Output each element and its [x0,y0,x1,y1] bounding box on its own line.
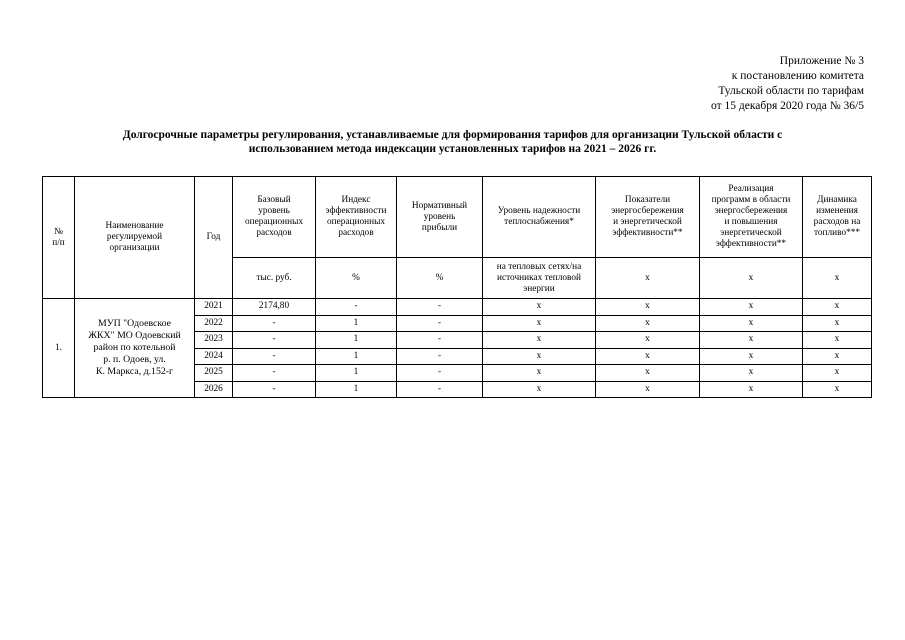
appendix-line-4: от 15 декабря 2020 года № 36/5 [711,100,864,112]
table-row [43,299,872,316]
cell-year: 2024 [195,348,233,365]
cell-year: 2023 [195,332,233,349]
cell-base: - [233,348,316,365]
document-title [60,128,845,156]
header-organization: Наименование регулируемой организации [75,177,195,299]
cell-reliability: x [483,381,596,398]
unit-profit: % [397,258,483,299]
cell-dynamics: x [803,365,872,382]
unit-programs: x [700,258,803,299]
cell-index: 1 [316,381,397,398]
unit-dynamics: x [803,258,872,299]
header-num: № п/п [43,177,75,299]
parameters-table [42,176,872,398]
title-line-1: Долгосрочные параметры регулирования, устанавливаемые для формирования тарифов для организации Тульской области с [122,129,783,141]
row-number-cell: 1. [43,299,75,398]
cell-base: - [233,315,316,332]
cell-year: 2025 [195,365,233,382]
cell-reliability: x [483,348,596,365]
cell-dynamics: x [803,299,872,316]
cell-index: 1 [316,348,397,365]
unit-indicators: x [596,258,700,299]
title-line-2: использованием метода индексации установленных тарифов на 2021 – 2026 гг. [248,143,657,155]
appendix-line-1: Приложение № 3 [779,55,864,67]
cell-indicators: x [596,332,700,349]
cell-reliability: x [483,299,596,316]
cell-programs: x [700,332,803,349]
organization-cell: МУП "Одоевское ЖКХ" МО Одоевский район по котельной р. п. Одоев, ул. К. Маркса, д.152-г [75,299,195,398]
cell-reliability: x [483,332,596,349]
cell-indicators: x [596,381,700,398]
cell-profit: - [397,381,483,398]
cell-dynamics: x [803,348,872,365]
cell-base: - [233,381,316,398]
header-programs: Реализация программ в области энергосбережения и повышения энергетической эффективности** [700,177,803,258]
header-fuel-dynamics: Динамика изменения расходов на топливо*** [803,177,872,258]
cell-dynamics: x [803,381,872,398]
cell-index: 1 [316,315,397,332]
cell-index: - [316,299,397,316]
header-indicators: Показатели энергосбережения и энергетической эффективности** [596,177,700,258]
cell-dynamics: x [803,315,872,332]
cell-indicators: x [596,348,700,365]
cell-profit: - [397,332,483,349]
appendix-block [711,54,864,114]
header-base-level: Базовый уровень операционных расходов [233,177,316,258]
cell-base: 2174,80 [233,299,316,316]
cell-programs: x [700,299,803,316]
unit-reliability: на тепловых сетях/на источниках тепловой энергии [483,258,596,299]
cell-programs: x [700,315,803,332]
cell-indicators: x [596,299,700,316]
cell-year: 2026 [195,381,233,398]
cell-programs: x [700,381,803,398]
cell-profit: - [397,365,483,382]
cell-programs: x [700,348,803,365]
cell-base: - [233,332,316,349]
cell-profit: - [397,315,483,332]
header-reliability: Уровень надежности теплоснабжения* [483,177,596,258]
appendix-line-2: к постановлению комитета [731,70,864,82]
cell-indicators: x [596,365,700,382]
cell-base: - [233,365,316,382]
header-year: Год [195,177,233,299]
cell-programs: x [700,365,803,382]
cell-year: 2022 [195,315,233,332]
cell-profit: - [397,348,483,365]
cell-year: 2021 [195,299,233,316]
cell-index: 1 [316,365,397,382]
cell-dynamics: x [803,332,872,349]
cell-reliability: x [483,315,596,332]
header-profit-level: Нормативный уровень прибыли [397,177,483,258]
header-row [43,177,872,258]
header-efficiency-index: Индекс эффективности операционных расходов [316,177,397,258]
unit-index: % [316,258,397,299]
unit-base: тыс. руб. [233,258,316,299]
cell-indicators: x [596,315,700,332]
cell-profit: - [397,299,483,316]
appendix-line-3: Тульской области по тарифам [718,85,864,97]
cell-index: 1 [316,332,397,349]
cell-reliability: x [483,365,596,382]
